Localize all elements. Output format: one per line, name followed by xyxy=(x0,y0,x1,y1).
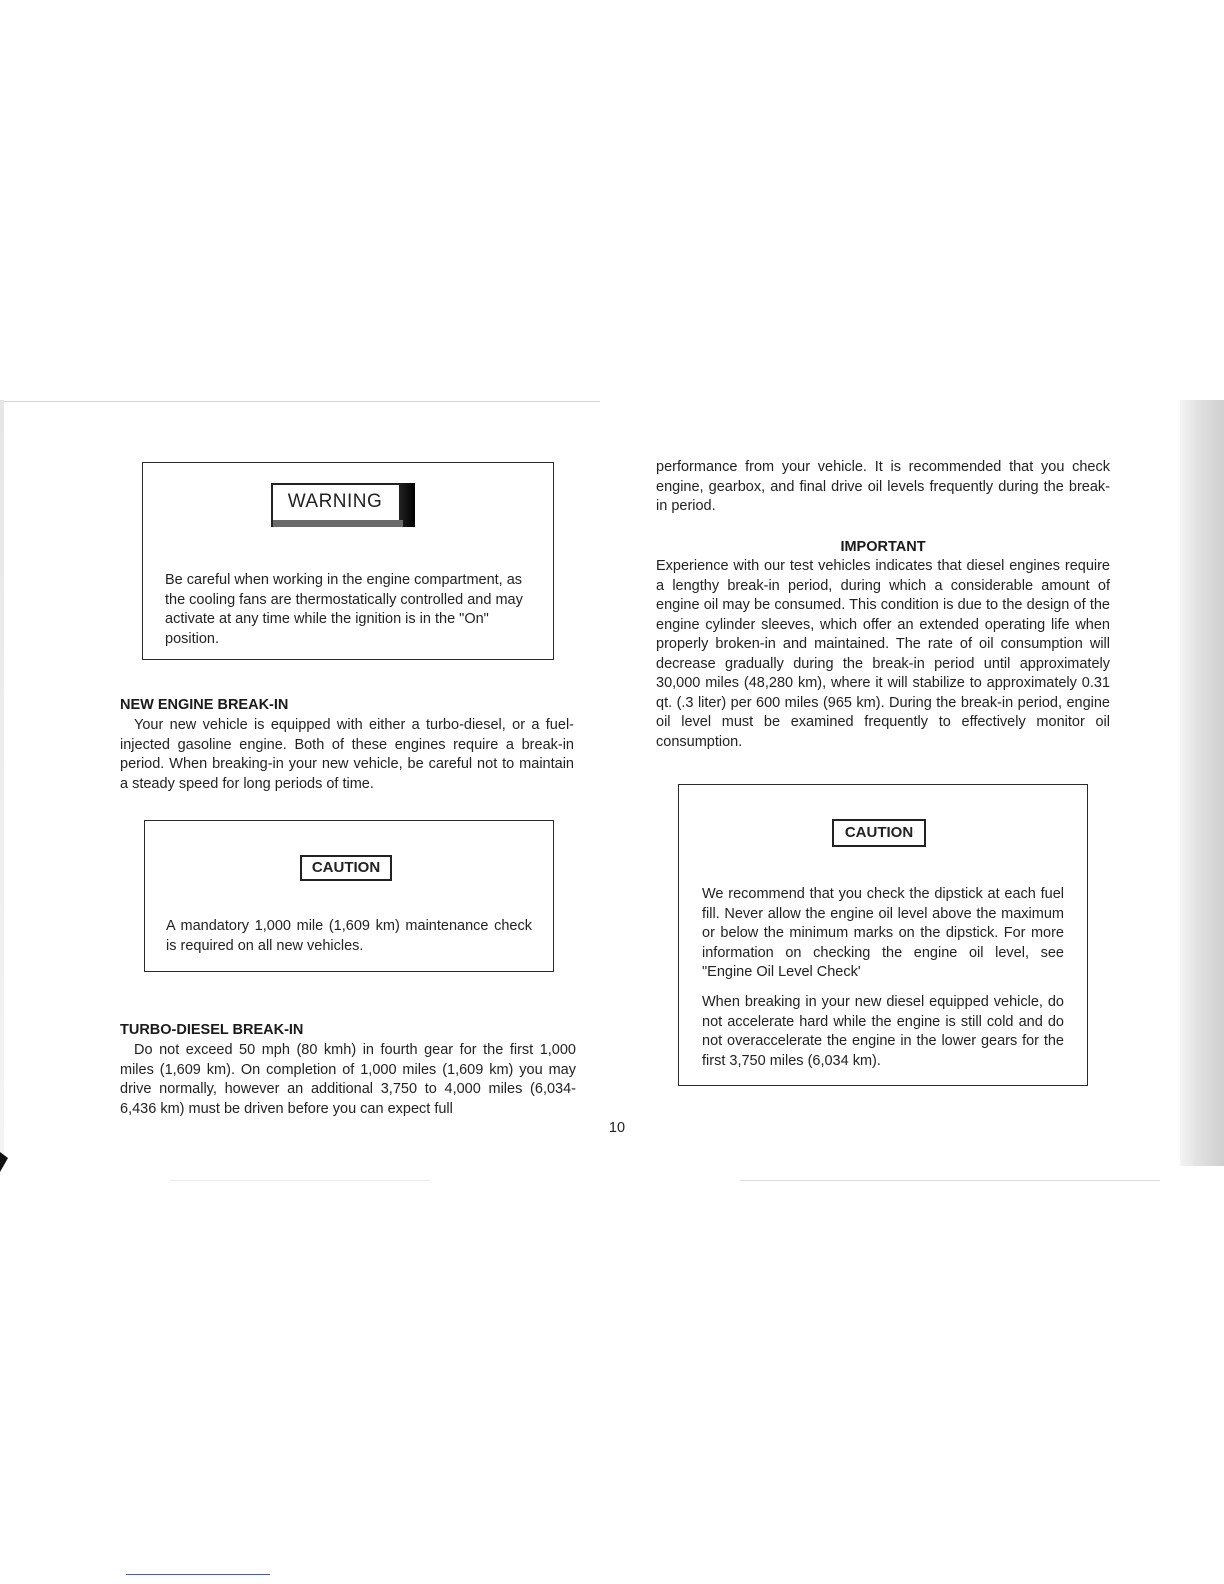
turbo-diesel-text: Do not exceed 50 mph (80 kmh) in fourth gear for the first 1,000 miles (1,609 km). On completion of 1,000 miles (1,609 km) you may drive normally, however an additional 3,750 to 4,000 miles (6,034-6,436 km) must be driven before you can expect full xyxy=(120,1042,576,1117)
page-edge-shadow xyxy=(1180,400,1224,1166)
warning-label xyxy=(271,483,415,527)
caution-text-left: A mandatory 1,000 mile (1,609 km) maintenance check is required on all new vehicles. xyxy=(166,918,532,954)
caution-text-right-2: When breaking in your new diesel equipped vehicle, do not accelerate hard while the engine is still cold and do not overaccelerate the engine in the lower gears for the first 3,750 miles (6,034 km). xyxy=(702,994,1064,1069)
important-text: Experience with our test vehicles indicates that diesel engines require a lengthy break-in period, during which a considerable amount of engine oil may be consumed. This condition is due to the design of the engine cylinder sleeves, which offer an extended operating life when properly broken-in and maintained. The rate of oil consumption will decrease gradually during the break-in period until approximately 30,000 miles (48,280 km), where it will stabilize to approximately 0.31 qt. (.3 liter) per 600 miles (965 km). During the break-in period, engine oil level must be examined frequently to effectively monitor oil consumption. xyxy=(656,558,1110,750)
caution-box-left xyxy=(144,820,554,972)
caution-box-right xyxy=(678,784,1088,1086)
scan-edge-bottom-left xyxy=(170,1180,430,1181)
warning-label-shadow-bottom xyxy=(273,520,403,527)
turbo-diesel-heading: TURBO-DIESEL BREAK-IN xyxy=(120,1022,304,1038)
scan-edge-bottom xyxy=(740,1180,1160,1181)
scan-edge-left xyxy=(0,400,4,1160)
scan-corner-mark xyxy=(0,1152,8,1172)
caution-label-left-text: CAUTION xyxy=(311,859,381,876)
new-engine-text: Your new vehicle is equipped with either a turbo-diesel, or a fuel-injected gasoline engine. Both of these engines require a break-in period. When breaking-in your new vehicle, be careful not to maintain a steady speed for long periods of time. xyxy=(120,717,574,792)
continuation-text: performance from your vehicle. It is recommended that you check engine, gearbox, and final drive oil levels frequently during the break-in period. xyxy=(656,459,1110,514)
warning-label-text: WARNING xyxy=(287,491,383,512)
caution-text-right-1: We recommend that you check the dipstick at each fuel fill. Never allow the engine oil level above the maximum or below the minimum marks on the dipstick. For more information on checking the engine oil level, see "Engine Oil Level Check' xyxy=(702,886,1064,980)
warning-box xyxy=(142,462,554,660)
warning-text: Be careful when working in the engine compartment, as the cooling fans are thermostatically controlled and may activate at any time while the ignition is in the "On" position. xyxy=(165,572,523,647)
caution-label-left xyxy=(300,855,392,881)
caution-label-right xyxy=(832,819,926,847)
page-number: 10 xyxy=(608,1120,626,1136)
new-engine-heading: NEW ENGINE BREAK-IN xyxy=(120,697,289,713)
bottom-underline xyxy=(126,1574,270,1575)
scan-edge-top xyxy=(0,401,600,402)
caution-label-right-text: CAUTION xyxy=(844,824,914,841)
important-heading: IMPORTANT xyxy=(840,539,926,555)
